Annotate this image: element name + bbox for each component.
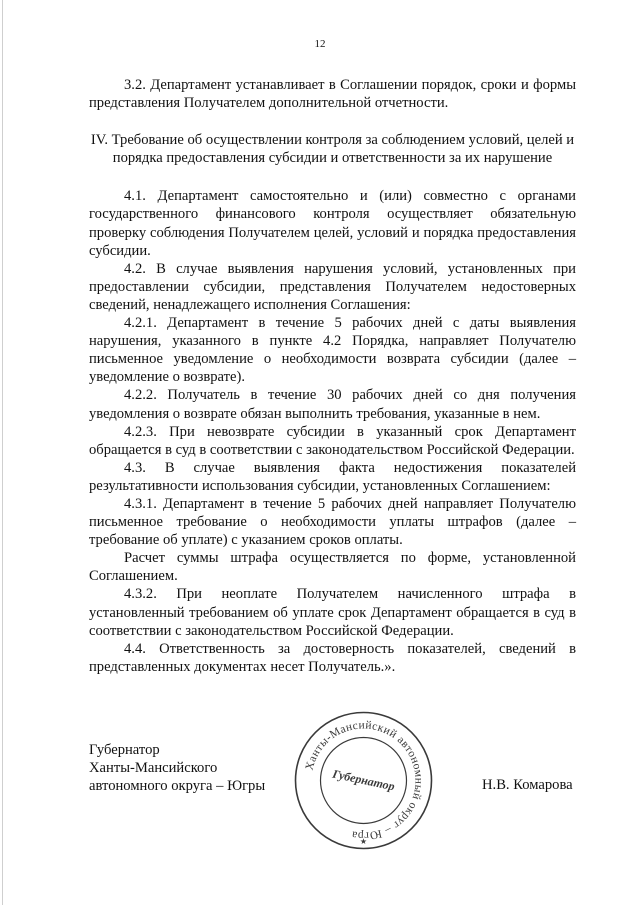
signatory-title-line: Губернатор <box>89 742 160 758</box>
seal-center-text: Губернатор <box>331 766 396 794</box>
paragraph-penalty-calculation: Расчет суммы штрафа осуществляется по форме, установленной Соглашением. <box>89 550 576 585</box>
paragraph-4-2: 4.2. В случае выявления нарушения условий, установленных при предоставлении субсидии, представления Получателем недостоверных сведений, ненадлежащего исполнения Соглашения: <box>89 260 576 313</box>
paragraph-4-2-1: 4.2.1. Департамент в течение 5 рабочих дней с даты выявления нарушения, указанного в пункте 4.2 Порядка, направляет Получателю письменное уведомление о необходимости возврата субсидии (далее – уведомление о возврате). <box>89 315 576 386</box>
official-seal <box>291 708 436 853</box>
document-body <box>89 76 576 676</box>
paragraph-4-3-1: 4.3.1. Департамент в течение 5 рабочих дней направляет Получателю письменное требование о необходимости уплаты штрафов (далее – требование об уплате) с указанием сроков оплаты. <box>89 495 576 549</box>
section-heading-iv: IV. Требование об осуществлении контроля за соблюдением условий, целей и порядка предоставления субсидии и ответственности за их нарушение <box>90 132 575 167</box>
paragraph-4-3: 4.3. В случае выявления факта недостижения показателей результативности использования субсидии, установленных Соглашением: <box>89 459 576 494</box>
paragraph-4-3-2: 4.3.2. При неоплате Получателем начисленного штрафа в установленный требованием об уплате срок Департамент обращается в суд в соответствии с законодательством Российской Федерации. <box>89 586 576 639</box>
seal-stamp-icon <box>291 708 436 853</box>
signatory-title-line: Ханты-Мансийского <box>89 760 218 777</box>
page-number: 12 <box>314 38 326 50</box>
paragraph-4-2-3: 4.2.3. При невозврате субсидии в указанный срок Департамент обращается в суд в соответствии с законодательством Российской Федерации. <box>89 423 576 458</box>
page-edge <box>2 0 3 905</box>
paragraph-3-2: 3.2. Департамент устанавливает в Соглашении порядок, сроки и формы представления Получателем дополнительной отчетности. <box>89 77 576 112</box>
seal-star-icon: ★ <box>359 837 368 846</box>
signatory-title-line: автономного округа – Югры <box>89 778 266 795</box>
seal-ring-text: Ханты-Мансийский автономный округ – Югра <box>303 719 425 842</box>
paragraph-4-2-2: 4.2.2. Получатель в течение 30 рабочих дней со дня получения уведомления о возврате обязан выполнить требования, указанные в нем. <box>89 387 576 422</box>
paragraph-4-4: 4.4. Ответственность за достоверность показателей, сведений в представленных документах несет Получатель.». <box>89 640 576 675</box>
paragraph-4-1: 4.1. Департамент самостоятельно и (или) совместно с органами государственного финансового контроля осуществляет обязательную проверку соблюдения Получателем целей, условий и порядка предоставления субсидии. <box>89 188 576 259</box>
signatory-title <box>89 741 265 795</box>
signatory-name: Н.В. Комарова <box>482 777 573 793</box>
